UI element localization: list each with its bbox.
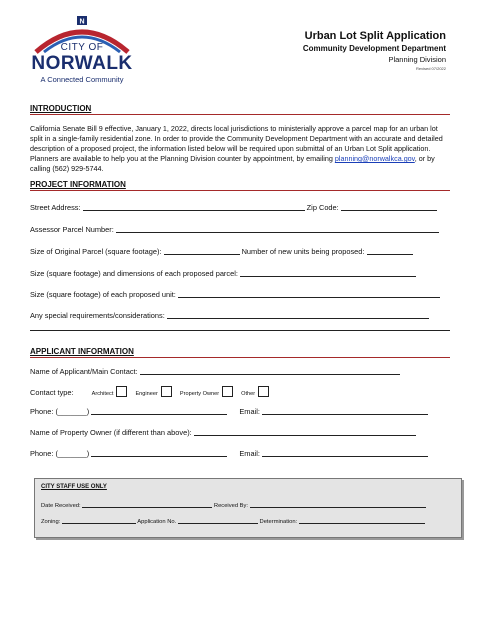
architect-label: Architect (91, 391, 114, 397)
received-by-field[interactable] (250, 501, 426, 508)
applicant-name-row (30, 366, 450, 376)
street-address-label: Street Address: (30, 203, 81, 212)
form-title: Urban Lot Split Application (304, 30, 446, 42)
other-checkbox[interactable] (258, 386, 269, 397)
staff-row-2 (41, 517, 425, 525)
phone-label: Phone: (_______) (30, 449, 90, 458)
other-label: Other (241, 391, 256, 397)
street-address-field[interactable] (83, 202, 305, 211)
apn-label: Assessor Parcel Number: (30, 225, 114, 234)
introduction-heading-label: INTRODUCTION (30, 104, 92, 113)
contact-type-label: Contact type: (30, 388, 74, 397)
parcel-size-row (30, 246, 450, 256)
staff-use-title: CITY STAFF USE ONLY (41, 484, 107, 490)
section-rule (30, 114, 450, 115)
unit-size-field[interactable] (178, 289, 440, 298)
determination-label: Determination: (259, 519, 298, 525)
special-field[interactable] (167, 310, 429, 319)
special-row (30, 310, 450, 320)
section-rule (30, 357, 450, 358)
architect-checkbox[interactable] (116, 386, 127, 397)
street-address-row (30, 202, 450, 212)
date-received-label: Date Received: (41, 503, 81, 509)
project-info-heading (30, 180, 450, 189)
zip-code-label: Zip Code: (306, 203, 339, 212)
engineer-label: Engineer (135, 391, 158, 397)
revision-date: Revised 07/2022 (415, 66, 446, 71)
owner-name-field[interactable] (194, 427, 416, 436)
planning-email-link[interactable]: planning@norwalkca.gov (334, 154, 415, 163)
applicant-info-heading-label: APPLICANT INFORMATION (30, 347, 134, 356)
intro-after: , or by calling (562) 929-5744. (30, 154, 435, 173)
applicant-email-field[interactable] (262, 406, 428, 415)
applicant-name-label: Name of Applicant/Main Contact: (30, 367, 138, 376)
staff-use-box (34, 478, 462, 538)
determination-field[interactable] (299, 517, 425, 524)
owner-name-label: Name of Property Owner (if different than above): (30, 428, 192, 437)
date-received-field[interactable] (82, 501, 212, 508)
logo-tagline: A Connected Community (40, 75, 124, 84)
applicant-info-heading (30, 347, 450, 356)
email-label: Email: (239, 407, 260, 416)
introduction-heading (30, 104, 450, 113)
zoning-label: Zoning: (41, 519, 61, 525)
engineer-checkbox[interactable] (161, 386, 172, 397)
size-dims-label: Size (square footage) and dimensions of each proposed parcel: (30, 269, 238, 278)
applicant-phone-row (30, 406, 450, 416)
logo-city-text: CITY OF (60, 42, 104, 53)
apn-field[interactable] (116, 224, 439, 233)
project-info-heading-label: PROJECT INFORMATION (30, 180, 126, 189)
applicant-phone-field[interactable] (91, 406, 227, 415)
unit-size-row (30, 289, 450, 299)
property-owner-checkbox[interactable] (222, 386, 233, 397)
svg-text:N: N (79, 18, 85, 26)
property-owner-label: Property Owner (179, 391, 220, 397)
owner-name-row (30, 427, 450, 437)
new-units-label: Number of new units being proposed: (241, 247, 365, 256)
new-units-field[interactable] (367, 246, 413, 255)
owner-email-field[interactable] (262, 448, 428, 457)
department-name: Community Development Department (302, 44, 446, 53)
special-label: Any special requirements/considerations: (30, 311, 165, 320)
orig-size-label: Size of Original Parcel (square footage): (30, 247, 162, 256)
division-name: Planning Division (388, 55, 446, 64)
application-no-field[interactable] (178, 517, 258, 524)
phone-label: Phone: (_______) (30, 407, 90, 416)
unit-size-label: Size (square footage) of each proposed unit: (30, 290, 176, 299)
special-field-continued[interactable] (30, 330, 450, 331)
parcel-dims-row (30, 268, 450, 278)
city-logo (26, 14, 138, 88)
logo-name-text: NORWALK (31, 53, 133, 74)
owner-phone-row (30, 448, 450, 458)
apn-row (30, 224, 450, 234)
intro-body: California Senate Bill 9 effective, January 1, 2022, directs local jurisdictions to ministerially approve a parcel map for an urban lot split in a single-family residential zone. In order to provide the Community Development Department with an accurate and detailed description of a proposed project, the information listed below will be required upon submittal of an Urban Lot Split application. Planners are available to help you at the Planning Division counter by appointment, by emailing (30, 124, 443, 163)
contact-type-row (30, 386, 275, 397)
email-label: Email: (239, 449, 260, 458)
section-rule (30, 190, 450, 191)
orig-size-field[interactable] (164, 246, 240, 255)
application-no-label: Application No. (137, 519, 177, 525)
zip-code-field[interactable] (341, 202, 437, 211)
introduction-text (30, 124, 450, 174)
staff-row-1 (41, 501, 426, 509)
size-dims-field[interactable] (240, 268, 416, 277)
owner-phone-field[interactable] (91, 448, 227, 457)
zoning-field[interactable] (62, 517, 136, 524)
applicant-name-field[interactable] (140, 366, 400, 375)
received-by-label: Received By: (213, 503, 249, 509)
